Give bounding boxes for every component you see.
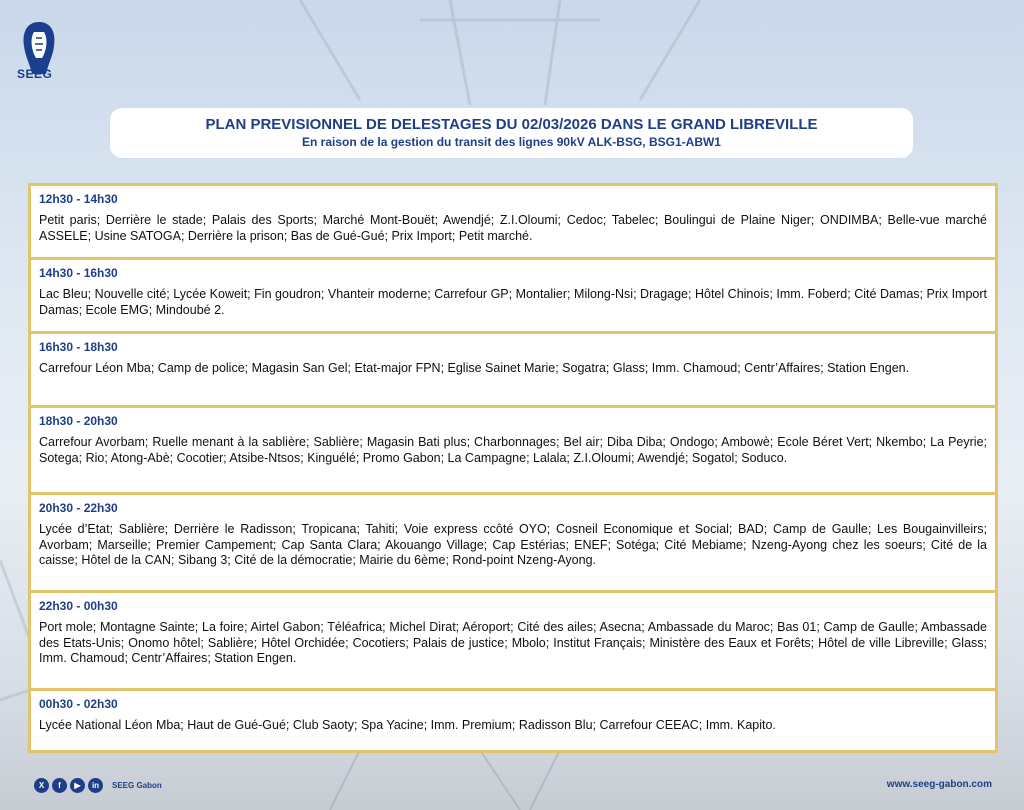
slot-time: 00h30 - 02h30 — [39, 697, 118, 711]
schedule-row — [31, 260, 995, 334]
slot-time: 16h30 - 18h30 — [39, 340, 118, 354]
schedule-row — [31, 691, 995, 750]
youtube-icon[interactable]: ▶ — [70, 778, 85, 793]
social-links — [34, 776, 162, 794]
social-handle: SEEG Gabon — [112, 780, 162, 790]
slot-areas: Petit paris; Derrière le stade; Palais des Sports; Marché Mont-Bouët; Awendjé; Z.I.Oloumi; Cedoc; Tabelec; Boulingui de Plaine Niger; ONDIMBA; Belle-vue marché ASSELE; Usine SATOGA; Derrière la prison; Bas de Gué-Gué; Prix Import; Petit marché. — [39, 213, 987, 243]
website-link[interactable]: www.seeg-gabon.com — [886, 779, 992, 790]
slot-time: 22h30 - 00h30 — [39, 599, 118, 613]
slot-areas: Lac Bleu; Nouvelle cité; Lycée Koweit; Fin goudron; Vhanteir moderne; Carrefour GP; Montalier; Milong-Nsi; Dragage; Hôtel Chinois; Imm. Foberd; Cité Damas; Prix Import Damas; Ecole EMG; Mindoubé 2. — [39, 287, 987, 317]
linkedin-icon[interactable]: in — [88, 778, 103, 793]
schedule-row — [31, 495, 995, 593]
slot-time: 18h30 - 20h30 — [39, 414, 118, 428]
slot-areas: Carrefour Avorbam; Ruelle menant à la sablière; Sablière; Magasin Bati plus; Charbonnages; Bel air; Diba Diba; Ondogo; Ambowè; Ecole Béret Vert; Nkembo; La Peyrie; Sotega; Rio; Atong-Abè; Cocotier; Atsibe-Ntsos; Kinguélé; Promo Gabon; La Campagne; Lalala; Z.I.Oloumi; Awendjé; Sogatol; Soduco. — [39, 435, 987, 465]
slot-areas: Lycée National Léon Mba; Haut de Gué-Gué; Club Saoty; Spa Yacine; Imm. Premium; Radisson Blu; Carrefour CEEAC; Imm. Kapito. — [39, 718, 776, 732]
x-icon[interactable]: X — [34, 778, 49, 793]
slot-areas: Port mole; Montagne Sainte; La foire; Airtel Gabon; Téléafrica; Michel Dirat; Aéroport; Cité des ailes; Asecna; Ambassade du Maroc; Bas 01; Camp de Gaulle; Ambassade des Etats-Unis; Onomo hôtel; Sablière; Hôtel Orchidée; Cocotiers; Palais de justice; Mbolo; Institut Français; Ministère des Eaux et Forêts; Hôtel de ville Libreville; Glass; Imm. Chamoud; Centr’Affaires; Station Engen. — [39, 620, 987, 665]
header-banner — [110, 108, 913, 158]
slot-time: 12h30 - 14h30 — [39, 192, 118, 206]
facebook-icon[interactable]: f — [52, 778, 67, 793]
page-subtitle: En raison de la gestion du transit des lignes 90kV ALK-BSG, BSG1-ABW1 — [302, 135, 721, 149]
schedule-row — [31, 334, 995, 408]
schedule-row — [31, 186, 995, 260]
schedule-row — [31, 408, 995, 495]
slot-time: 20h30 - 22h30 — [39, 501, 118, 515]
slot-time: 14h30 - 16h30 — [39, 266, 118, 280]
slot-areas: Carrefour Léon Mba; Camp de police; Magasin San Gel; Etat-major FPN; Eglise Sainet Marie; Sogatra; Glass; Imm. Chamoud; Centr’Affaires; Station Engen. — [39, 361, 910, 375]
page-title: PLAN PREVISIONNEL DE DELESTAGES DU 02/03/2026 DANS LE GRAND LIBREVILLE — [205, 116, 818, 133]
schedule-table — [28, 183, 998, 753]
schedule-row — [31, 593, 995, 691]
brand-name: SEEG — [17, 67, 53, 81]
slot-areas: Lycée d’Etat; Sablière; Derrière le Radisson; Tropicana; Tahiti; Voie express ccôté OYO; Cosneil Economique et Social; BAD; Camp de Gaulle; Les Bougainvilleirs; Avorbam; Marseille; Premier Campement; Cap Santa Clara; Akouango Village; Cap Estérias; ENEF; Sotéga; Cité Mebiame; Nzeng-Ayong chez les soeurs; Cité de la caisse; Hôtel de la CAN; Sibang 3; Cité de la démocratie; Mairie du 6ème; Rond-point Nzeng-Ayong. — [39, 522, 987, 567]
